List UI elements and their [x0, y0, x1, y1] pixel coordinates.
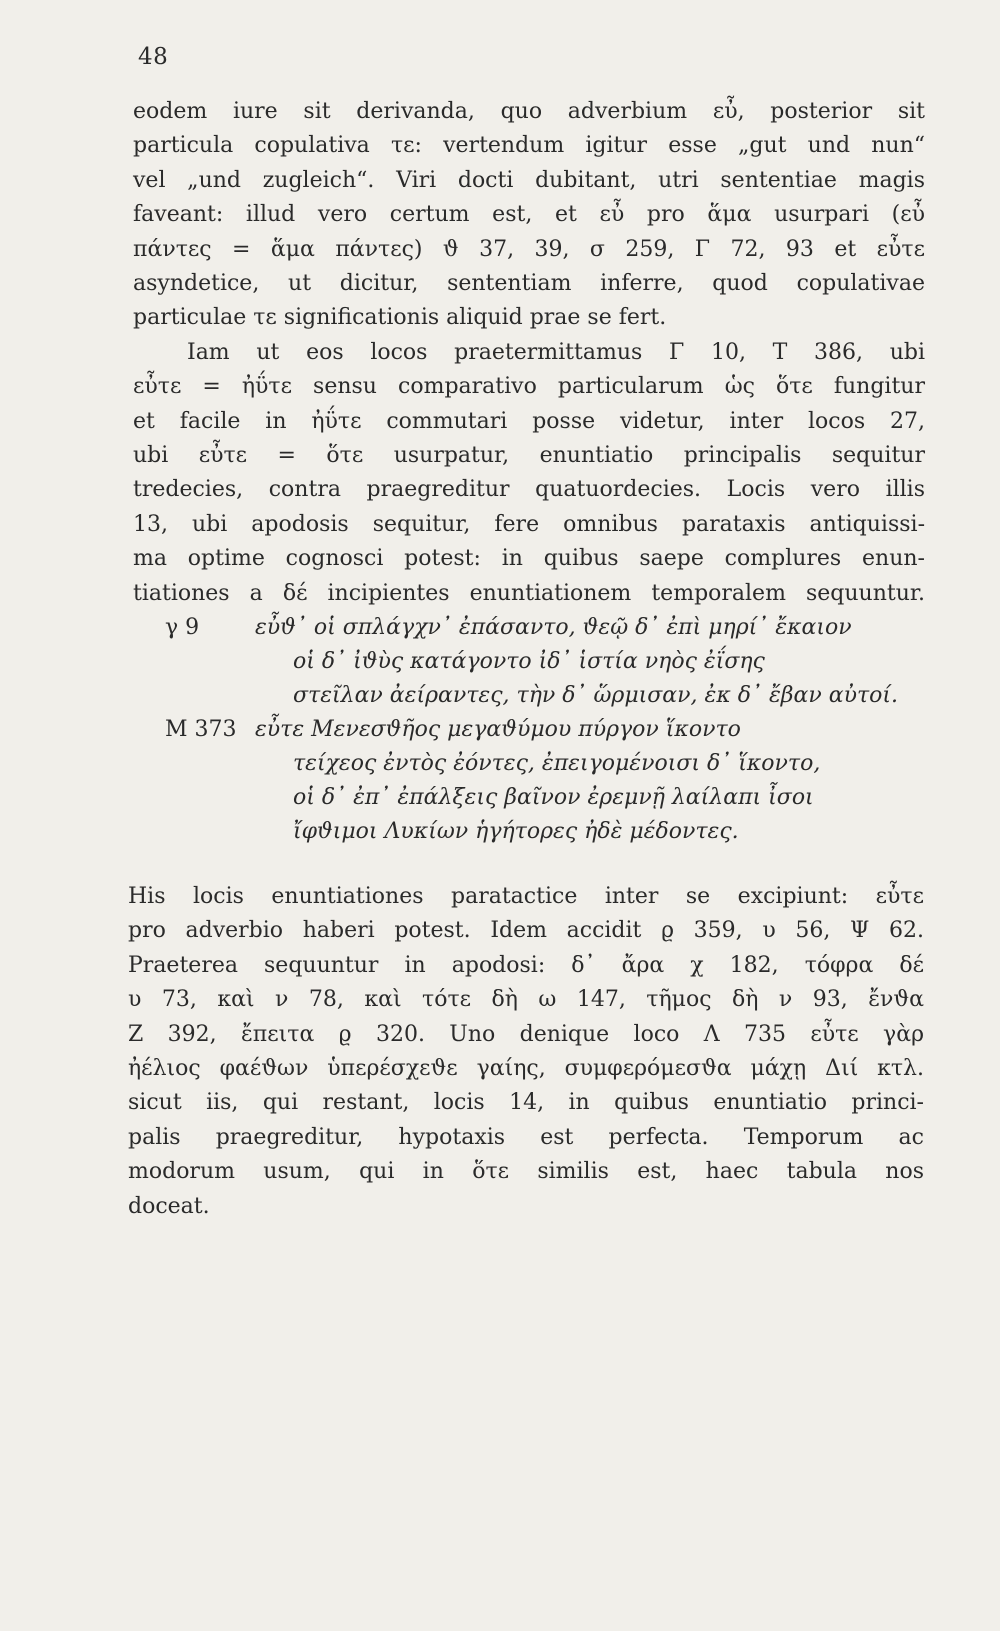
body-text — [133, 95, 925, 921]
text-line: modorum usum, qui in ὅτε similis est, haec tabula nos — [128, 1159, 924, 1185]
text-line: εὖτε = ἠΰτε sensu comparativo particularum ὡς ὅτε fungitur — [133, 374, 925, 400]
verse-reference: Μ 373 — [165, 717, 237, 743]
text-line: Iam ut eos locos praetermittamus Γ 10, Τ 386, ubi — [187, 339, 925, 365]
text-line: tiationes a δέ incipientes enuntiationem temporalem sequuntur. — [133, 580, 925, 606]
text-line: tredecies, contra praegreditur quatuordecies. Locis vero illis — [133, 477, 925, 503]
verse-line: στεῖλαν ἀείραντες, τὴν δ᾽ ὥρμισαν, ἐκ δ᾽ ἔβαν αὐτοί. — [293, 683, 898, 709]
text-line: υ 73, καὶ ν 78, καὶ τότε δὴ ω 147, τῆμος δὴ ν 93, ἔνϑα — [128, 987, 924, 1013]
text-line: palis praegreditur, hypotaxis est perfecta. Temporum ac — [128, 1124, 924, 1150]
text-line: ma optime cognosci potest: in quibus saepe complures enun- — [133, 546, 925, 572]
text-line: His locis enuntiationes paratactice inter se excipiunt: εὖτε — [128, 884, 924, 909]
paragraph-1 — [133, 95, 925, 336]
text-line: vel „und zugleich“. Viri docti dubitant, utri sententiae magis — [133, 167, 925, 193]
text-line: πάντες = ἅμα πάντες) ϑ 37, 39, σ 259, Γ 72, 93 et εὖτε — [133, 236, 925, 262]
text-line: Ζ 392, ἔπειτα ϱ 320. Uno denique loco Λ 735 εὖτε γὰρ — [128, 1021, 924, 1047]
text-line: pro adverbio haberi potest. Idem accidit ϱ 359, υ 56, Ψ 62. — [128, 918, 924, 944]
text-line: Praeterea sequuntur in apodosi: δ᾽ ἄρα χ 182, τόφρα δέ — [128, 952, 924, 978]
text-line: sicut iis, qui restant, locis 14, in quibus enuntiatio princi- — [128, 1090, 924, 1116]
text-line: particula copulativa τε: vertendum igitur esse „gut und nun“ — [133, 133, 925, 159]
verse-reference: γ 9 — [165, 615, 200, 641]
paragraph-2 — [133, 336, 925, 611]
verse-line: εὖϑ᾽ οἱ σπλάγχν᾽ ἐπάσαντο, ϑεῷ δ᾽ ἐπὶ μηρί᾽ ἔκαιον — [255, 615, 852, 641]
verse-line: εὖτε Μενεσϑῆος μεγαϑύμου πύργον ἵκοντο — [255, 717, 741, 743]
verse-line: οἱ δ᾽ ἰϑὺς κατάγοντο ἰδ᾽ ἱστία νηὸς ἐΐσης — [293, 649, 765, 675]
verse-quotations — [133, 611, 925, 921]
text-line: 13, ubi apodosis sequitur, fere omnibus parataxis antiquissi- — [133, 511, 925, 537]
text-line: ἠέλιος φαέϑων ὑπερέσχεϑε γαίης, συμφερόμεσϑα μάχῃ Διί κτλ. — [128, 1056, 924, 1082]
text-line: eodem iure sit derivanda, quo adverbium εὖ, posterior sit — [133, 99, 925, 124]
text-line: asyndetice, ut dicitur, sententiam inferre, quod copulativae — [133, 271, 925, 297]
verse-line: ἴφϑιμοι Λυκίων ἡγήτορες ἠδὲ μέδοντες. — [293, 819, 739, 845]
page-number: 48 — [138, 44, 169, 70]
text-line: particulae τε significationis aliquid prae se fert. — [133, 305, 667, 331]
verse-line: οἱ δ᾽ ἐπ᾽ ἐπάλξεις βαῖνον ἐρεμνῇ λαίλαπι ἶσοι — [293, 785, 814, 811]
text-line: et facile in ἠΰτε commutari posse videtur, inter locos 27, — [133, 408, 925, 434]
verse-line: τείχεος ἐντὸς ἐόντες, ἐπειγομένοισι δ᾽ ἵκοντο, — [293, 751, 821, 777]
paragraph-3 — [128, 880, 924, 1224]
text-line: doceat. — [128, 1193, 210, 1219]
text-line: faveant: illud vero certum est, et εὖ pro ἅμα usurpari (εὖ — [133, 202, 925, 228]
text-line: ubi εὖτε = ὅτε usurpatur, enuntiatio principalis sequitur — [133, 443, 925, 469]
